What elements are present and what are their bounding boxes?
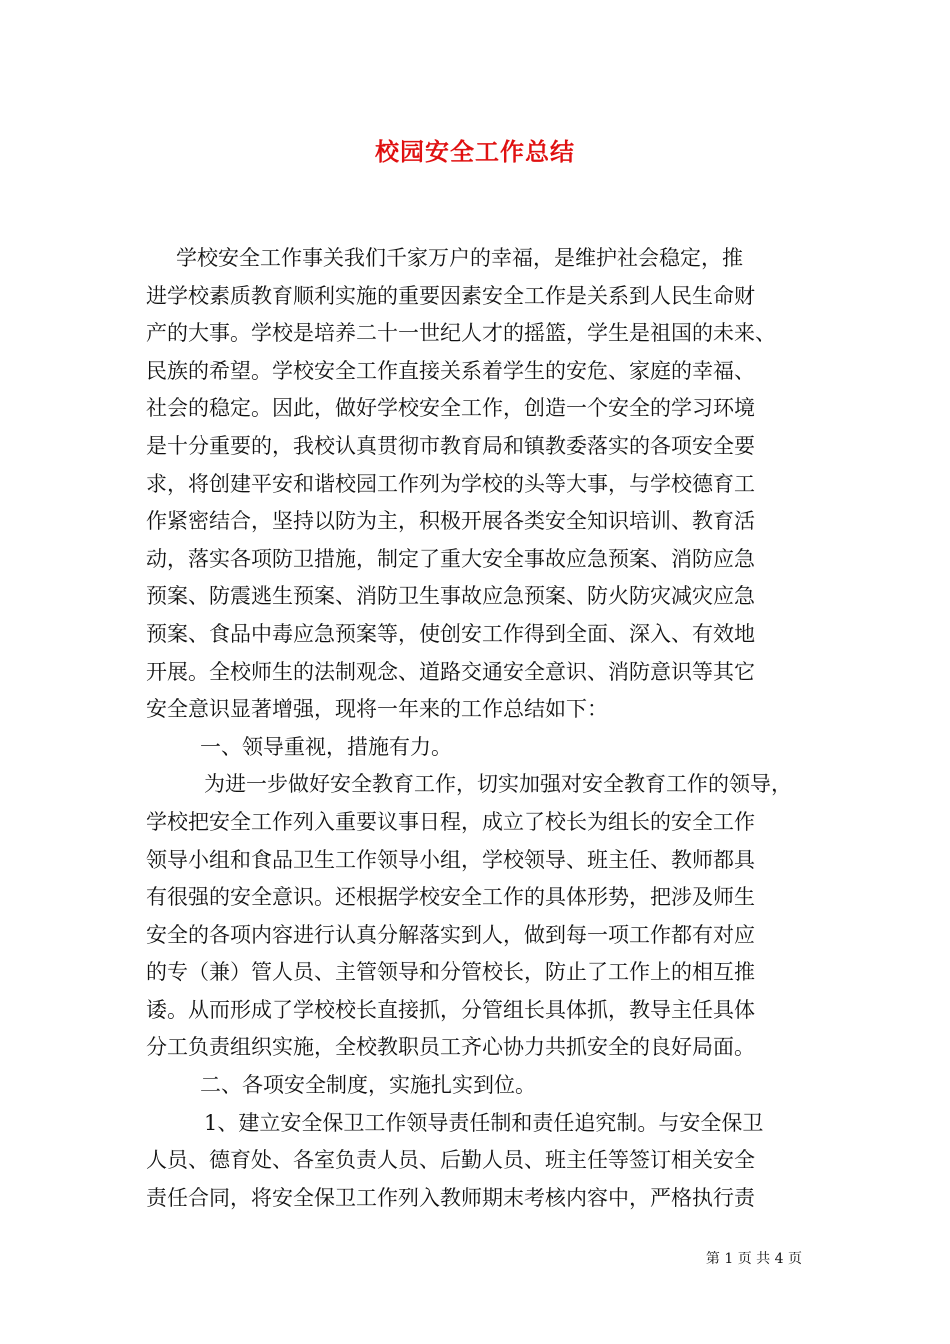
text-line: 动，落实各项防卫措施，制定了重大安全事故应急预案、消防应急 [146,546,755,571]
text-line: 分工负责组织实施，全校教职员工齐心协力共抓安全的良好局面。 [146,1035,755,1060]
text-line: 开展。全校师生的法制观念、道路交通安全意识、消防意识等其它 [146,659,755,684]
text-line: 社会的稳定。因此，做好学校安全工作，创造一个安全的学习环境 [146,396,755,421]
page-number: 第 1 页 共 4 页 [705,1251,802,1267]
text-line: 求，将创建平安和谐校园工作列为学校的头等大事，与学校德育工 [146,471,755,496]
section-heading: 二、各项安全制度，实施扎实到位。 [200,1073,536,1098]
text-line: 的专（兼）管人员、主管领导和分管校长，防止了工作上的相互推 [146,960,755,985]
document-body [146,240,806,1217]
text-line: 是十分重要的，我校认真贯彻市教育局和镇教委落实的各项安全要 [146,433,755,458]
text-line: 进学校素质教育顺利实施的重要因素安全工作是关系到人民生命财 [146,283,755,308]
text-line: 安全的各项内容进行认真分解落实到人，做到每一项工作都有对应 [146,922,755,947]
document-title: 校园安全工作总结 [375,137,575,166]
section-heading: 一、领导重视，措施有力。 [200,734,452,759]
text-line: 责任合同，将安全保卫工作列入教师期末考核内容中，严格执行责 [146,1185,755,1210]
text-line: 诿。从而形成了学校校长直接抓，分管组长具体抓，教导主任具体 [146,997,755,1022]
text-line: 学校把安全工作列入重要议事日程，成立了校长为组长的安全工作 [146,809,755,834]
text-line: 预案、防震逃生预案、消防卫生事故应急预案、防火防灾减灾应急 [146,584,755,609]
text-line: 人员、德育处、各室负责人员、后勤人员、班主任等签订相关安全 [146,1148,755,1173]
text-line: 领导小组和食品卫生工作领导小组，学校领导、班主任、教师都具 [146,847,755,872]
text-line: 为进一步做好安全教育工作，切实加强对安全教育工作的领导， [204,772,792,797]
text-line: 学校安全工作事关我们千家万户的幸福，是维护社会稳定，推 [176,246,743,270]
text-line: 作紧密结合，坚持以防为主，积极开展各类安全知识培训、教育活 [146,509,755,534]
text-line: 1、建立安全保卫工作领导责任制和责任追究制。与安全保卫 [204,1110,764,1135]
text-line: 预案、食品中毒应急预案等，使创安工作得到全面、深入、有效地 [146,621,755,646]
text-line: 民族的希望。学校安全工作直接关系着学生的安危、家庭的幸福、 [146,358,755,383]
text-line: 有很强的安全意识。还根据学校安全工作的具体形势，把涉及师生 [146,885,755,910]
text-line: 产的大事。学校是培养二十一世纪人才的摇篮，学生是祖国的未来、 [146,321,776,346]
text-line: 安全意识显著增强，现将一年来的工作总结如下： [146,697,608,722]
